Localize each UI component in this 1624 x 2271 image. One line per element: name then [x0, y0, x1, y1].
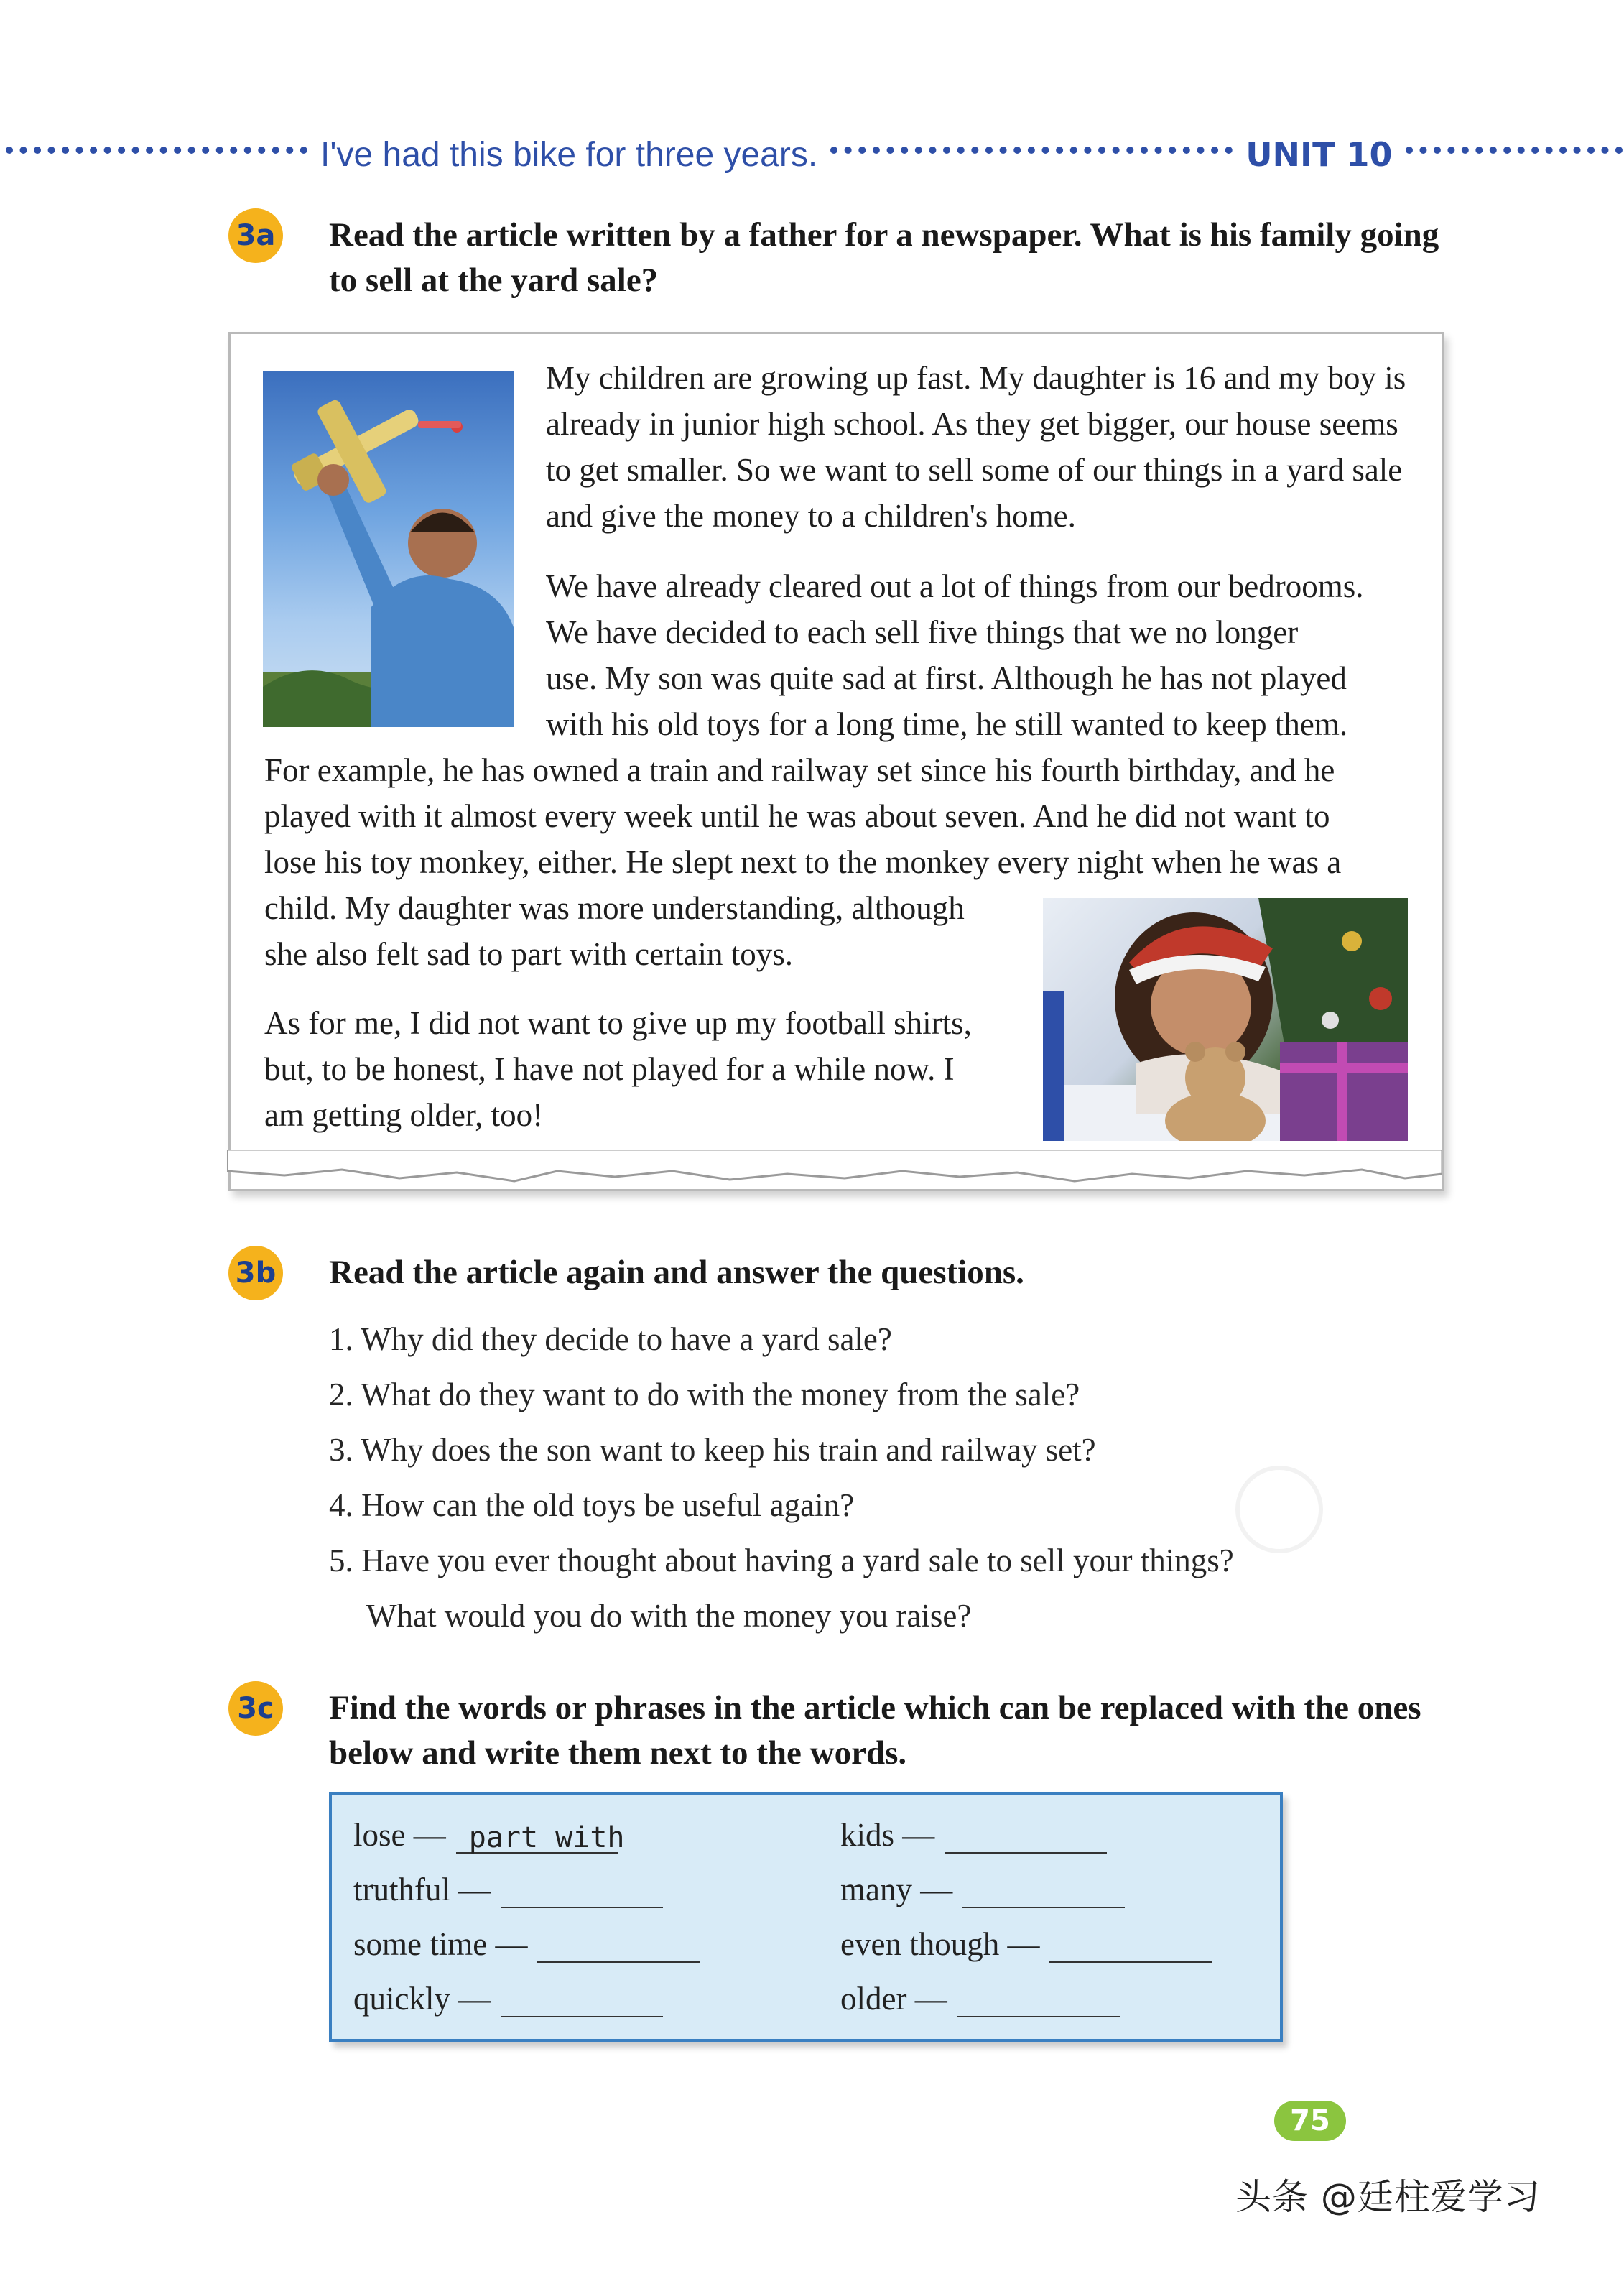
- question-item: 5. Have you ever thought about having a yard sale to sell your things?: [329, 1542, 1234, 1578]
- question-item: 4. How can the old toys be useful again?: [329, 1487, 855, 1523]
- answer-blank[interactable]: [957, 1987, 1120, 2017]
- article-line: use. My son was quite sad at first. Although he has not played: [546, 660, 1347, 696]
- question-item-continued: What would you do with the money you raise?: [366, 1598, 972, 1634]
- question-item: 2. What do they want to do with the money from the sale?: [329, 1377, 1080, 1412]
- header-dots-left: [6, 147, 307, 162]
- word-label: lose —: [353, 1817, 446, 1853]
- word-label: some time —: [353, 1926, 528, 1962]
- word-match-box: [329, 1792, 1283, 2042]
- article-line: We have decided to each sell five things that we no longer: [546, 614, 1299, 650]
- header-title: I've had this bike for three years.: [320, 135, 818, 174]
- word-column-left: [353, 1799, 700, 2017]
- torn-edge: [227, 1150, 1442, 1200]
- badge-3b: 3b: [228, 1246, 283, 1300]
- page-number: 75: [1274, 2101, 1346, 2141]
- word-row: [353, 1908, 700, 1963]
- word-row: [353, 1963, 700, 2017]
- article-line: played with it almost every week until he was about seven. And he did not want to: [264, 798, 1330, 834]
- badge-3c: 3c: [228, 1681, 283, 1736]
- article-line: she also felt sad to part with certain toys.: [264, 936, 794, 972]
- header-dots-right: [1406, 147, 1624, 162]
- header-dots-middle: [830, 147, 1233, 162]
- article-line: but, to be honest, I have not played for a while now. I: [264, 1051, 955, 1087]
- instruction-3c: Find the words or phrases in the article which can be replaced with the ones below and write them next to the words.: [329, 1689, 1421, 1772]
- word-label: older —: [840, 1981, 947, 2017]
- answer-blank[interactable]: [501, 1878, 663, 1908]
- article-line: For example, he has owned a train and railway set since his fourth birthday, and he: [264, 752, 1335, 788]
- article-line: am getting older, too!: [264, 1097, 544, 1133]
- answer-blank[interactable]: [945, 1823, 1107, 1854]
- word-label: many —: [840, 1872, 953, 1907]
- word-row: [840, 1799, 1212, 1854]
- word-row: [840, 1908, 1212, 1963]
- article-paragraph-3: [264, 1000, 1026, 1138]
- photo-boy-with-plane: [263, 371, 514, 727]
- question-item: 1. Why did they decide to have a yard sale?: [329, 1321, 892, 1357]
- header-unit: UNIT 10: [1245, 135, 1393, 174]
- article-paragraph-1: My children are growing up fast. My daughter is 16 and my boy is already in junior high school. As they get bigger, our house seems to get smaller. So we want to sell some of our things in a yard sale and give the money to a children's home.: [546, 360, 1406, 534]
- word-label: even though —: [840, 1926, 1040, 1962]
- word-label: quickly —: [353, 1981, 491, 2017]
- answer-blank[interactable]: [1049, 1933, 1212, 1963]
- answer-blank[interactable]: part with: [456, 1823, 618, 1854]
- answer-blank[interactable]: [962, 1878, 1125, 1908]
- word-row: [353, 1854, 700, 1908]
- instruction-3b: Read the article again and answer the questions.: [329, 1254, 1024, 1291]
- question-item: 3. Why does the son want to keep his train and railway set?: [329, 1432, 1096, 1468]
- photo-girl-with-presents: [1043, 898, 1408, 1141]
- word-label: kids —: [840, 1817, 935, 1853]
- answer-blank[interactable]: [537, 1933, 700, 1963]
- article-line: child. My daughter was more understanding, although: [264, 890, 965, 926]
- article-paragraph-2: [546, 563, 1422, 747]
- word-label: truthful —: [353, 1872, 491, 1907]
- girl-presents-illustration: [1043, 898, 1408, 1141]
- instruction-3a: Read the article written by a father for a newspaper. What is his family going to sell at the yard sale?: [329, 216, 1439, 299]
- source-watermark: 头条 @廷柱爱学习: [1235, 2176, 1541, 2218]
- answer-blank[interactable]: [501, 1987, 663, 2017]
- boy-plane-illustration: [263, 371, 514, 727]
- word-row: [840, 1963, 1212, 2017]
- article-line: lose his toy monkey, either. He slept next to the monkey every night when he was a: [264, 844, 1342, 880]
- running-header: [0, 129, 1624, 180]
- article-line: with his old toys for a long time, he still wanted to keep them.: [546, 706, 1348, 742]
- word-row: [353, 1799, 700, 1854]
- word-row: [840, 1854, 1212, 1908]
- badge-3a: 3a: [228, 208, 283, 263]
- background-watermark-circle: [1235, 1466, 1323, 1553]
- article-line: As for me, I did not want to give up my football shirts,: [264, 1005, 972, 1041]
- article-line: We have already cleared out a lot of things from our bedrooms.: [546, 568, 1364, 604]
- word-column-right: [840, 1799, 1212, 2017]
